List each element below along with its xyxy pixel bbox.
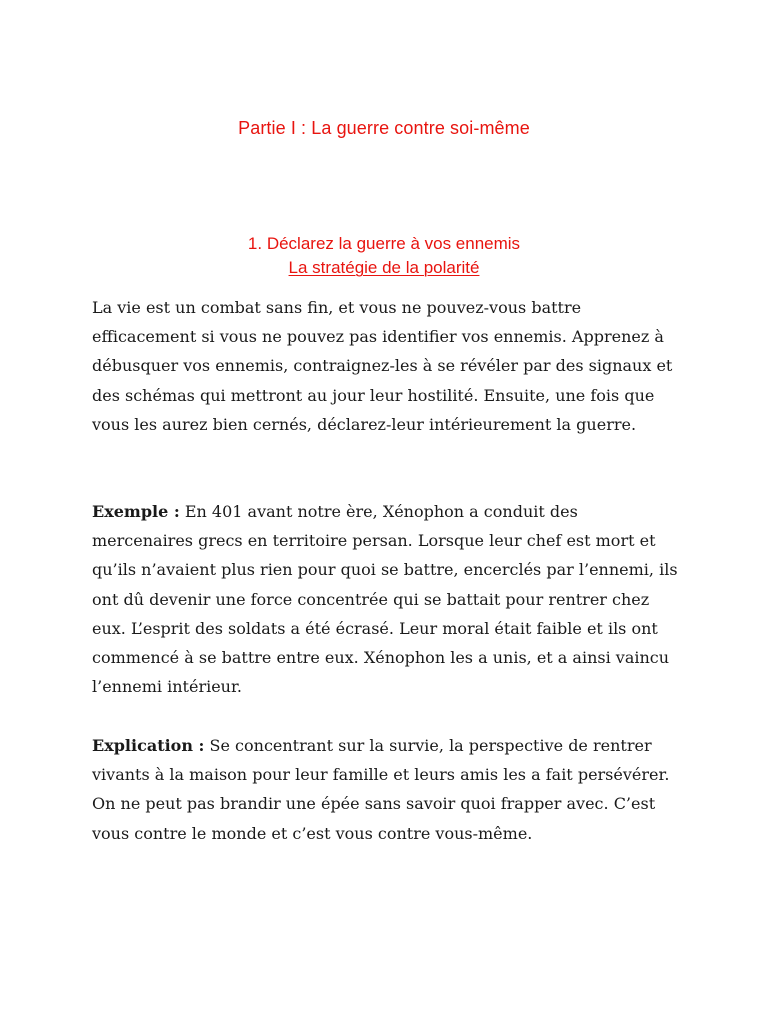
part-title: Partie I : La guerre contre soi-même	[238, 118, 530, 138]
example-paragraph	[92, 497, 682, 701]
example-text: En 401 avant notre ère, Xénophon a conduit des mercenaires grecs en territoire persan. Lorsque leur chef est mort et qu’ils n’avaient plus rien pour quoi se battre, encerclés par l’ennemi, ils ont dû devenir une force concentrée qui se battait pour rentrer chez eux. L’esprit des soldats a été écrasé. Leur moral était faible et ils ont commencé à se battre entre eux. Xénophon les a unis, et a ainsi vaincu l’ennemi intérieur.	[92, 502, 678, 697]
explanation-paragraph	[92, 731, 682, 848]
chapter-subtitle	[0, 257, 768, 279]
explanation-label: Explication :	[92, 736, 205, 755]
explanation-text: Se concentrant sur la survie, la perspective de rentrer vivants à la maison pour leur famille et leurs amis les a fait persévérer. On ne peut pas brandir une épée sans savoir quoi frapper avec. C’est vous contre le monde et c’est vous contre vous-même.	[92, 736, 670, 843]
chapter-subtitle-text: La stratégie de la polarité	[288, 258, 480, 277]
example-label: Exemple :	[92, 502, 180, 521]
intro-paragraph: La vie est un combat sans fin, et vous ne pouvez-vous battre efficacement si vous ne pouvez pas identifier vos ennemis. Apprenez à débusquer vos ennemis, contraignez-les à se révéler par des signaux et des schémas qui mettront au jour leur hostilité. Ensuite, une fois que vous les aurez bien cernés, déclarez-leur intérieurement la guerre.	[92, 298, 673, 434]
chapter-title: 1. Déclarez la guerre à vos ennemis	[247, 234, 521, 253]
